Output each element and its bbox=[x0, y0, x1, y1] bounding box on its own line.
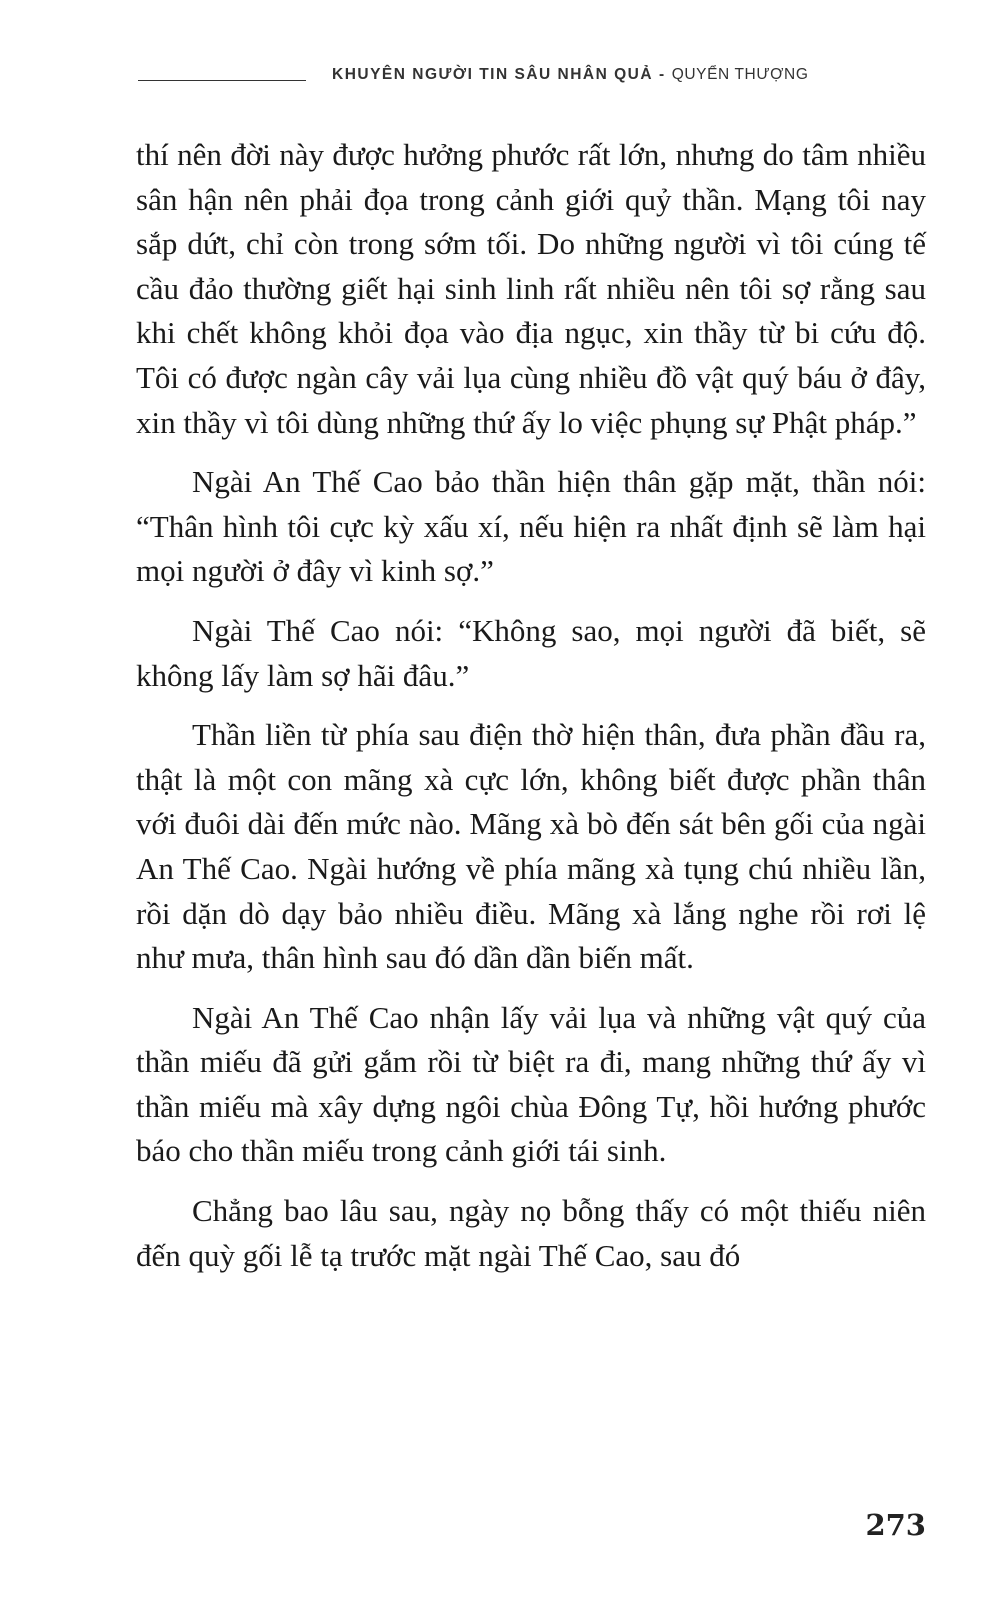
paragraph: Chẳng bao lâu sau, ngày nọ bỗng thấy có một thiếu niên đến quỳ gối lễ tạ trước mặt ngài Thế Cao, sau đó bbox=[136, 1193, 926, 1273]
volume-label: QUYỂN THƯỢNG bbox=[671, 66, 809, 83]
paragraph: thí nên đời này được hưởng phước rất lớn, nhưng do tâm nhiều sân hận nên phải đọa trong cảnh giới quỷ thần. Mạng tôi nay sắp dứt, chỉ còn trong sớm tối. Do những người vì tôi cúng tế cầu đảo thường giết hại sinh linh rất nhiều nên tôi sợ rằng sau khi chết không khỏi đọa vào địa ngục, xin thầy từ bi cứu độ. Tôi có được ngàn cây vải lụa cùng nhiều đồ vật quý báu ở đây, xin thầy vì tôi dùng những thứ ấy lo việc phụng sự Phật pháp.” bbox=[136, 137, 926, 440]
header-separator: - bbox=[659, 66, 666, 83]
page-number: 273 bbox=[865, 1508, 926, 1542]
header-rule bbox=[138, 80, 306, 81]
paragraph: Ngài An Thế Cao bảo thần hiện thân gặp mặt, thần nói: “Thân hình tôi cực kỳ xấu xí, nếu hiện ra nhất định sẽ làm hại mọi người ở đây vì kinh sợ.” bbox=[136, 464, 926, 589]
paragraph: Ngài Thế Cao nói: “Không sao, mọi người đã biết, sẽ không lấy làm sợ hãi đâu.” bbox=[136, 612, 926, 693]
header-text bbox=[332, 66, 809, 84]
running-header bbox=[138, 60, 922, 90]
book-title: KHUYÊN NGƯỜI TIN SÂU NHÂN QUẢ bbox=[332, 66, 654, 83]
paragraph: Thần liền từ phía sau điện thờ hiện thân, đưa phần đầu ra, thật là một con mãng xà cực lớn, không biết được phần thân với đuôi dài đến mức nào. Mãng xà bò đến sát bên gối của ngài An Thế Cao. Ngài hướng về phía mãng xà tụng chú nhiều lần, rồi dặn dò dạy bảo nhiều điều. Mãng xà lắng nghe rồi rơi lệ như mưa, thân hình sau đó dần dần biến mất. bbox=[136, 717, 926, 976]
paragraph: Ngài An Thế Cao nhận lấy vải lụa và những vật quý của thần miếu đã gửi gắm rồi từ biệt ra đi, mang những thứ ấy vì thần miếu mà xây dựng ngôi chùa Đông Tự, hồi hướng phước báo cho thần miếu trong cảnh giới tái sinh. bbox=[136, 999, 926, 1169]
body-text bbox=[136, 133, 926, 1293]
